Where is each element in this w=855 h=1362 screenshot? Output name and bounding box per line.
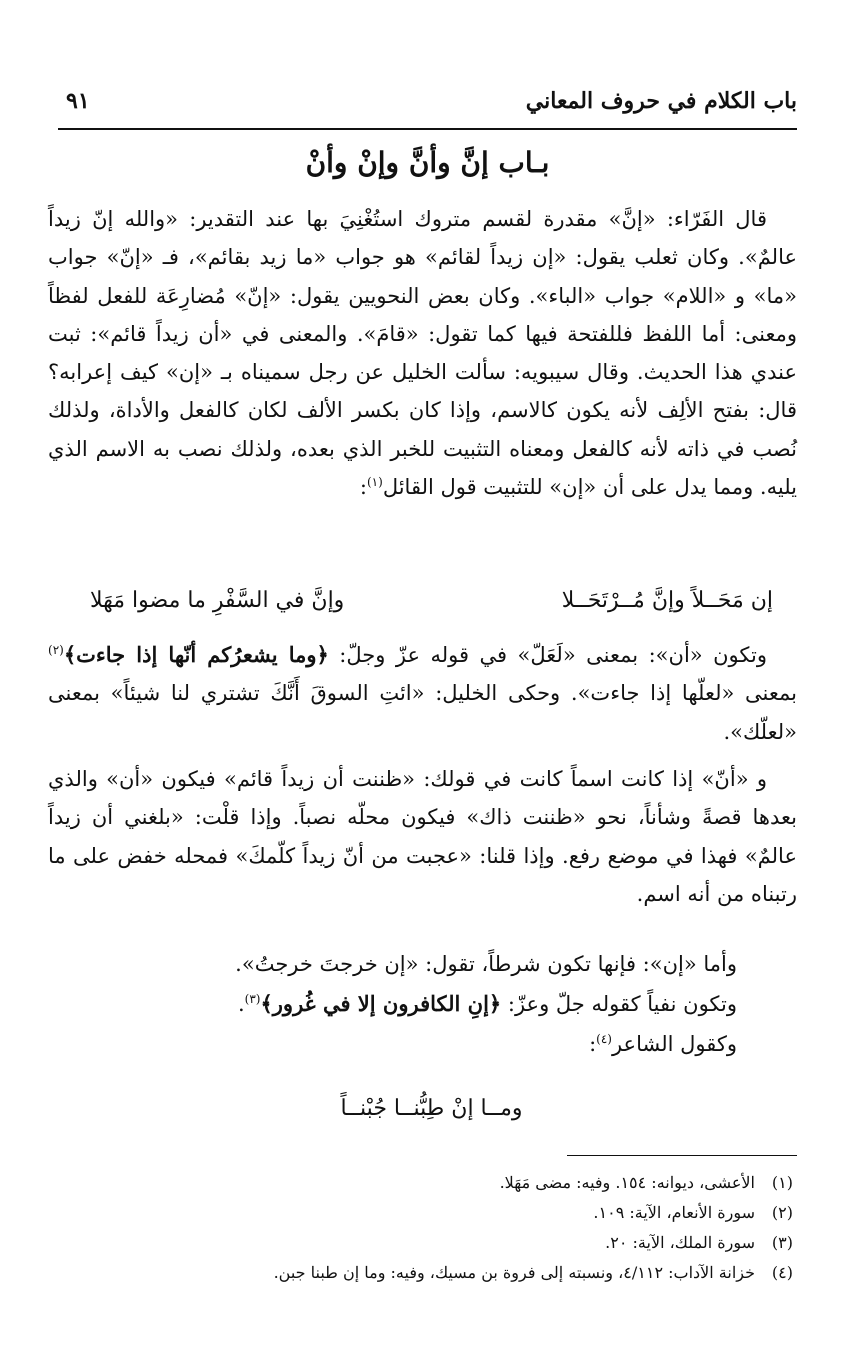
footnote-text: سورة الملك، الآية: ٢٠. (605, 1233, 755, 1252)
footnote-number: (٢) (771, 1203, 793, 1222)
footnote (58, 1198, 793, 1228)
paragraph-text: وتكون «أن»: بمعنى «لَعَلّ» في قوله عزّ وجلّ: (328, 643, 767, 667)
paragraph (48, 1024, 797, 1064)
paragraph-text: قال الفَرّاء: «إنَّ» مقدرة لقسم متروك استُغْنِيَ بها عند التقدير: «والله إنّ زيداً عالمٌ». وكان ثعلب يقول: «إن زيداً لقائم» هو جواب «ما زيد بقائم»، فـ «إنّ» جواب «ما» و «اللام» جواب «الباء». وكان بعض النحويين يقول: «إنّ» مُضارِعَة للفعل لفظاً ومعنى: أما اللفظ فللفتحة فيها كما تقول: «قامَ». والمعنى في «أن زيداً قائم»: ثبت عندي هذا الحديث. وقال سيبويه: سألت الخليل عن رجل سميناه بـ «إن» كيف إعرابه؟ قال: بفتح الألِف لأنه يكون كالاسم، وإذا كان بكسر الألف لكان كالفعل والأداة، ولذلك نُصب في ذاته لأنه كالفعل ومعناه التثبيت للخبر الذي بعده، ولذلك نصب به الاسم الذي يليه. ومما يدل على أن «إن» للتثبيت قول القائل (48, 207, 797, 500)
running-title: باب الكلام في حروف المعاني (525, 88, 797, 114)
paragraph-text: بمعنى «لعلّها إذا جاءت». وحكى الخليل: «ائتِ السوقَ أَنَّكَ تشتري لنا شيئاً» بمعنى «لعلّك». (48, 681, 797, 744)
paragraph-text: : (589, 1032, 597, 1056)
footnote (58, 1228, 793, 1258)
verse-second-hemistich: وإنَّ في السَّفْرِ ما مضوا مَهَلا (90, 588, 345, 613)
footnote-number: (٤) (771, 1263, 793, 1282)
verse-text: ومــا إنْ طِبُّنــا جُبْنــاً (340, 1096, 523, 1121)
colon: : (359, 475, 367, 500)
poetry-verse (90, 588, 773, 613)
running-header (58, 88, 797, 128)
footnote-ref: (٢) (48, 643, 64, 657)
body-text-1 (48, 200, 797, 506)
header-rule (58, 128, 797, 130)
paragraph: وأما «إن»: فإنها تكون شرطاً، تقول: «إن خرجتَ خرجتُ». (235, 952, 737, 976)
footnote (58, 1258, 793, 1288)
chapter-title: بـاب إنَّ وأنَّ وإنْ وأنْ (305, 146, 550, 179)
footnote-text: الأعشى، ديوانه: ١٥٤. وفيه: مضى مَهَلا. (499, 1173, 755, 1192)
footnote-ref: (٤) (596, 1032, 612, 1046)
body-text-4 (48, 944, 797, 1064)
footnote-ref: (١) (366, 475, 383, 490)
verse-first-hemistich: إن مَحَــلاً وإنَّ مُــرْتَحَــلا (561, 588, 773, 613)
body-text-3 (48, 760, 797, 913)
footnote-number: (٣) (771, 1233, 793, 1252)
footnote-number: (١) (771, 1173, 793, 1192)
footnote-rule (567, 1155, 797, 1156)
paragraph-text: وكقول الشاعر (611, 1032, 737, 1056)
paragraph: و «أنّ» إذا كانت اسماً كانت في قولك: «ظننت أن زيداً قائم» فيكون «أن» والذي بعدها قصةً وشأناً، نحو «ظننت ذاك» فيكون محلّه نصباً. وإذا قلْت: «بلغني أن زيداً عالمٌ» فهذا في موضع رفع. وإذا قلنا: «عجبت من أنّ زيداً كلّمكَ» فمحله خفض على ما رتبناه من أنه اسم. (48, 767, 797, 906)
paragraph-text: . (237, 992, 245, 1016)
quran-quote: ﴿وما يشعرُكم أنّها إذا جاءت﴾ (63, 642, 329, 667)
poetry-verse-2 (90, 1096, 773, 1121)
footnotes (58, 1168, 793, 1288)
paragraph (48, 200, 797, 506)
page-number: ٩١ (66, 88, 90, 114)
footnote-text: سورة الأنعام، الآية: ١٠٩. (593, 1203, 755, 1222)
footnote-text: خزانة الآداب: ٤/١١٢، ونسبته إلى فروة بن مسيك، وفيه: وما إن طبنا جبن. (273, 1263, 755, 1282)
footnote-ref: (٣) (244, 992, 261, 1006)
body-text-2 (48, 636, 797, 751)
paragraph-text: وتكون نفياً كقوله جلّ وعزّ: (501, 992, 737, 1016)
paragraph (48, 984, 797, 1024)
paragraph (48, 636, 797, 751)
footnote (58, 1168, 793, 1198)
quran-quote: ﴿إنِ الكافرون إلا في غُرور﴾ (260, 991, 502, 1016)
